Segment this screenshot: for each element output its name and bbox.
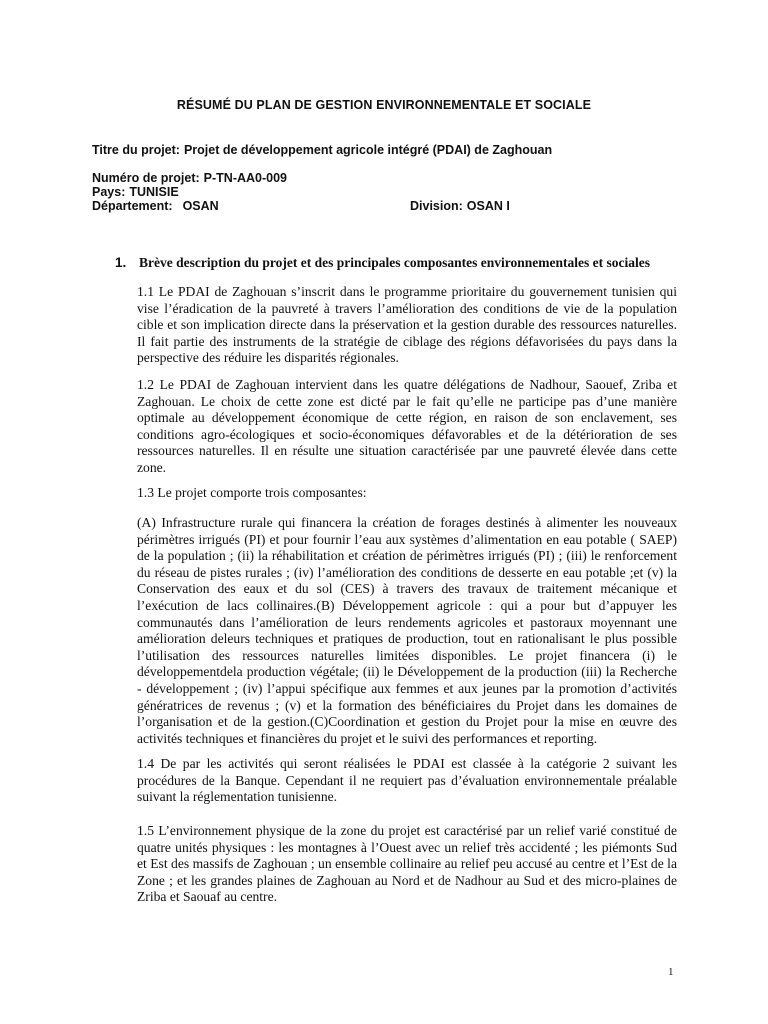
division-value: OSAN I <box>466 199 510 213</box>
document-title: RÉSUMÉ DU PLAN DE GESTION ENVIRONNEMENTALE ET SOCIALE <box>176 98 592 112</box>
country-label: Pays: <box>92 185 126 199</box>
project-title-value: Projet de développement agricole intégré (PDAI) de Zaghouan <box>183 143 553 157</box>
paragraph-1-3: 1.3 Le projet comporte trois composantes: <box>137 485 367 500</box>
division-line <box>410 199 510 213</box>
project-title-line <box>92 143 552 157</box>
section-heading-text: Brève description du projet et des principales composantes environnementales et sociales <box>139 255 650 270</box>
paragraph-components: (A) Infrastructure rurale qui financera la création de forages destinés à alimenter les nouveaux périmètres irrigués (PI) et pour fournir l’eau aux systèmes d’alimentation en eau potable ( SAEP) de la population ; (ii) la réhabilitation et création de périmètres irrigués (PI) ; (iii) le renforcement du réseau de pistes rurales ; (iv) l’amélioration des conditions de desserte en eau potable ;et (v) la Conservation des eaux et du sol (CES) à travers des travaux de traitement mécanique et l’exécution de lacs collinaires.(B) Développement agricole : qui a pour but d’appuyer les communautés dans l’amélioration de leurs rendements agricoles et pastoraux moyennant une amélioration deleurs techniques et pratiques de production, tout en rationalisant le plus possible l’utilisation des ressources naturelles limitées disponibles. Le projet financera (i) le développementdela production végétale; (ii) le Développement de la production (iii) la Recherche - développement ; (iv) l’appui spécifique aux femmes et aux jeunes par la promotion d’activités génératrices de revenus ; (v) et la formation des bénéficiaires du Projet dans les domaines de l’organisation et de la gestion.(C)Coordination et gestion du Projet pour la mise en œuvre des activités techniques et financières du projet et le suivi des performances et reporting. <box>137 515 677 746</box>
project-title-label: Titre du projet: <box>92 143 180 157</box>
project-number-line <box>92 171 287 185</box>
division-label: Division: <box>410 199 463 213</box>
country-value: TUNISIE <box>129 185 179 199</box>
paragraph-1-5: 1.5 L’environnement physique de la zone du projet est caractérisé par un relief varié constitué de quatre unités physiques : les montagnes à l’Ouest avec un relief très accidenté ; les piémonts Sud et Est des massifs de Zaghouan ; un ensemble collinaire au relief peu accusé au centre et l’Est de la Zone ; et les grandes plaines de Zaghouan au Nord et de Nadhour au Sud et des micro-plaines de Zriba et Saouaf au centre. <box>137 823 677 905</box>
paragraph-1-2: 1.2 Le PDAI de Zaghouan intervient dans les quatre délégations de Nadhour, Saouef, Zriba et Zaghouan. Le choix de cette zone est dicté par le fait qu’elle ne participe pas d’une manière optimale au développement économique de cette région, en raison de son enclavement, ses conditions agro-écologiques et socio-économiques défavorables et de la détérioration de ses ressources naturelles. Il en résulte une situation caractérisée par une pauvreté élevée dans cette zone. <box>137 377 677 475</box>
country-line <box>92 185 179 199</box>
department-value: OSAN <box>182 199 219 213</box>
project-number-value: P-TN-AA0-009 <box>203 171 288 185</box>
paragraph-1-4: 1.4 De par les activités qui seront réalisées le PDAI est classée à la catégorie 2 suivant les procédures de la Banque. Cependant il ne requiert pas d’évaluation environnementale préalable suivant la réglementation tunisienne. <box>137 756 677 805</box>
section-number: 1. <box>115 255 127 270</box>
section-heading <box>115 255 685 271</box>
department-label: Département: <box>92 199 173 213</box>
page-number: 1 <box>668 966 674 978</box>
department-line <box>92 199 219 213</box>
paragraph-1-1: 1.1 Le PDAI de Zaghouan s’inscrit dans le programme prioritaire du gouvernement tunisien qui vise l’éradication de la pauvreté à travers l’amélioration des conditions de vie de la population cible et son implication directe dans la préservation et la gestion durable des ressources naturelles. Il fait partie des instruments de la stratégie de ciblage des régions défavorisées du pays dans la perspective des réduire les disparités régionales. <box>137 284 677 366</box>
project-number-label: Numéro de projet: <box>92 171 200 185</box>
